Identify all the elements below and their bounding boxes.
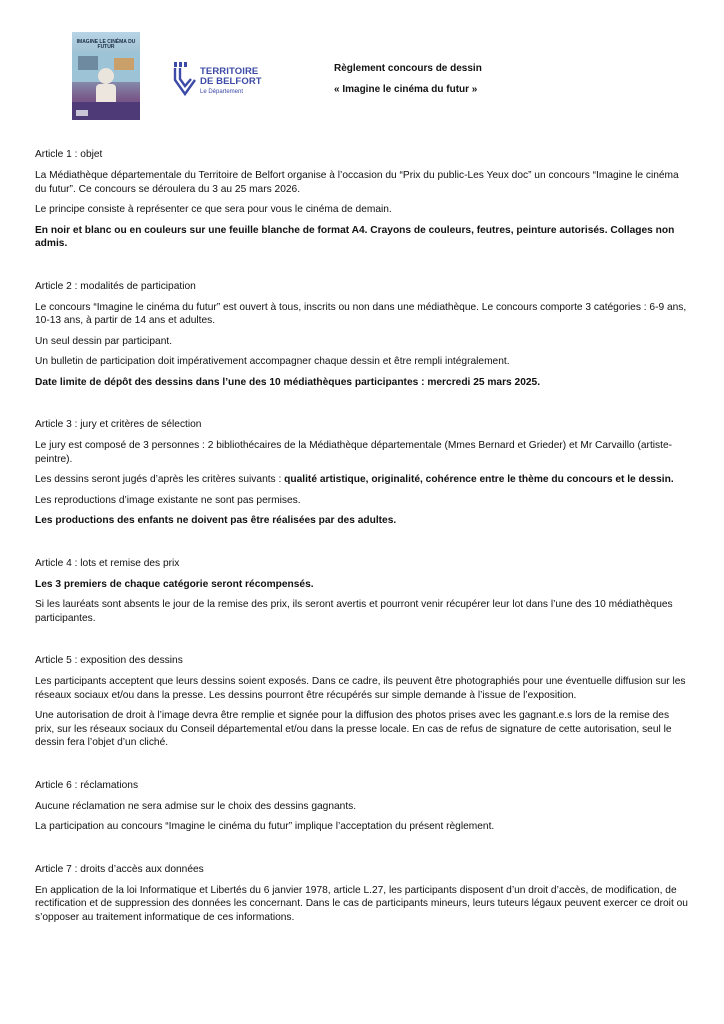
article-paragraph: Les participants acceptent que leurs dessins soient exposés. Dans ce cadre, ils peuvent être photographiés pour une éventuelle diffusion sur les réseaux sociaux et/ou dans la presse. Les dessins pourront être récupérés sur simple demande à l’issue de l’exposition.: [35, 676, 686, 701]
article-paragraph: Le principe consiste à représenter ce que sera pour vous le cinéma de demain.: [35, 204, 392, 215]
contest-poster-image: [72, 32, 140, 120]
article-paragraph: Un seul dessin par participant.: [35, 335, 173, 347]
document-header: [0, 0, 724, 130]
article-paragraph: [35, 473, 691, 487]
logo-text: [200, 67, 262, 87]
article-heading: Article 5 : exposition des dessins: [35, 655, 183, 666]
article-heading: Article 1 : objet: [35, 149, 103, 160]
logo-line-2: DE BELFORT: [200, 76, 262, 87]
article-4: [35, 557, 691, 626]
article-heading: Article 6 : réclamations: [35, 779, 139, 791]
article-paragraph: Si les lauréats sont absents le jour de la remise des prix, ils seront avertis et pourront venir récupérer leur lot dans l’une des 10 médiathèques participantes.: [35, 599, 673, 624]
logo-line-1: TERRITOIRE: [200, 66, 259, 77]
criteria-intro: Les dessins seront jugés d’après les critères suivants :: [35, 474, 285, 485]
territoire-de-belfort-logo: [172, 60, 287, 110]
article-paragraph: Les reproductions d’image existante ne sont pas permises.: [35, 494, 301, 506]
article-heading: Article 2 : modalités de participation: [35, 280, 196, 292]
article-paragraph: En application de la loi Informatique et Libertés du 6 janvier 1978, article L.27, les participants disposent d’un droit d’accès, de modification, de rectification et de suppression des données les concernant. Dans le cas de participants mineurs, leurs tuteurs légaux peuvent exercer ce droit ou s’opposer au traitement informatique de ces informations.: [35, 884, 688, 923]
article-paragraph: La participation au concours “Imagine le cinéma du futur” implique l’acceptation du présent règlement.: [35, 821, 495, 832]
belfort-emblem-icon: [172, 60, 198, 110]
article-paragraph-bold: Les 3 premiers de chaque catégorie seront récompensés.: [35, 578, 314, 590]
article-paragraph: Une autorisation de droit à l’image devra être remplie et signée pour la diffusion des photos prises avec les gagnant.e.s lors de la remise des prix, sur les réseaux sociaux du Conseil départemental et/ou dans la presse locale. En cas de refus de signature de cette autorisation, seul le dessin fera l’objet d’un cliché.: [35, 710, 672, 748]
article-7: [35, 863, 691, 925]
article-paragraph: Le concours “Imagine le cinéma du futur” est ouvert à tous, inscrits ou non dans une médiathèque. Le concours comporte 3 catégories : 6-9 ans, 10-13 ans, à partir de 14 ans et adultes.: [35, 301, 687, 326]
article-1: [35, 148, 691, 251]
article-3: [35, 418, 691, 528]
document-title: [334, 58, 482, 100]
article-paragraph-bold: Date limite de dépôt des dessins dans l’une des 10 médiathèques participantes : mercredi 25 mars 2025.: [35, 376, 541, 388]
article-paragraph: La Médiathèque départementale du Territoire de Belfort organise à l’occasion du “Prix du public-Les Yeux doc” un concours “Imagine le cinéma du futur”. Ce concours se déroulera du 3 au 25 mars 2026.: [35, 170, 679, 195]
article-2: [35, 280, 691, 390]
article-6: [35, 779, 691, 834]
article-heading: Article 7 : droits d’accès aux données: [35, 863, 204, 875]
article-5: [35, 654, 691, 750]
poster-title: IMAGINE LE CINÉMA DU FUTUR: [76, 39, 136, 50]
criteria-list: qualité artistique, originalité, cohérence entre le thème du concours et le dessin.: [284, 474, 674, 485]
article-paragraph-bold: En noir et blanc ou en couleurs sur une feuille blanche de format A4. Crayons de couleurs, feutres, peinture autorisés. Collages non admis.: [35, 224, 675, 249]
article-paragraph: Le jury est composé de 3 personnes : 2 bibliothécaires de la Médiathèque départementale (Mmes Bernard et Grieder) et Mr Carvaillo (artiste-peintre).: [35, 440, 673, 465]
article-paragraph: Un bulletin de participation doit impérativement accompagner chaque dessin et être rempli intégralement.: [35, 356, 510, 367]
rules-body: [35, 148, 691, 931]
title-line-1: Règlement concours de dessin: [334, 63, 482, 74]
logo-subtitle: Le Département: [200, 89, 244, 95]
article-paragraph-bold: Les productions des enfants ne doivent pas être réalisées par des adultes.: [35, 515, 397, 526]
article-paragraph: Aucune réclamation ne sera admise sur le choix des dessins gagnants.: [35, 800, 357, 812]
article-heading: Article 4 : lots et remise des prix: [35, 557, 180, 569]
article-heading: Article 3 : jury et critères de sélection: [35, 419, 202, 430]
title-line-2: « Imagine le cinéma du futur »: [334, 84, 478, 95]
